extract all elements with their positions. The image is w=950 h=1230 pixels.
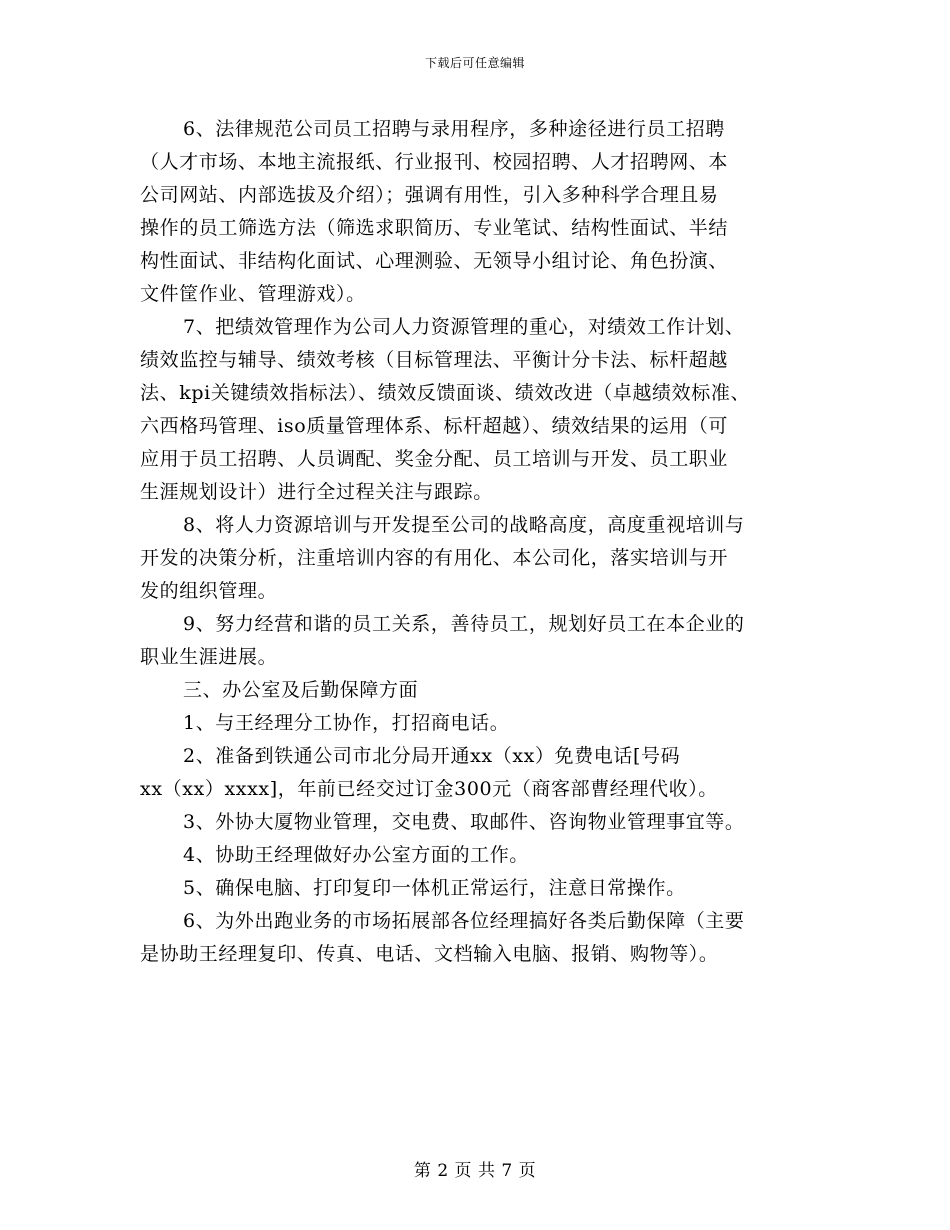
- text-line: 6、为外出跑业务的市场拓展部各位经理搞好各类后勤保障（主要: [183, 910, 745, 932]
- text-line: 4、协助王经理做好办公室方面的工作。: [183, 844, 529, 866]
- document-body: [140, 113, 830, 971]
- page-header: 下载后可任意编辑: [424, 56, 525, 70]
- text-line: 绩效监控与辅导、绩效考核（目标管理法、平衡计分卡法、标杆超越: [140, 349, 729, 371]
- text-line: xx（xx）xxxx]，年前已经交过订金300元（商客部曹经理代收）。: [140, 778, 718, 800]
- text-line: 操作的员工筛选方法（筛选求职简历、专业笔试、结构性面试、半结: [140, 217, 729, 239]
- text-line: 生涯规划设计）进行全过程关注与跟踪。: [140, 481, 493, 503]
- text-line: 6、法律规范公司员工招聘与录用程序，多种途径进行员工招聘: [183, 118, 725, 140]
- text-line: 1、与王经理分工协作，打招商电话。: [183, 712, 510, 734]
- text-line: 5、确保电脑、打印复印一体机正常运行，注意日常操作。: [183, 877, 686, 899]
- text-line: 9、努力经营和谐的员工关系，善待员工，规划好员工在本企业的: [183, 613, 745, 635]
- text-line: 发的组织管理。: [140, 580, 278, 602]
- text-line: 构性面试、非结构化面试、心理测验、无领导小组讨论、角色扮演、: [140, 250, 729, 272]
- text-line: 2、准备到铁通公司市北分局开通xx（xx）免费电话[号码: [183, 745, 681, 767]
- text-line: 公司网站、内部选拔及介绍）；强调有用性，引入多种科学合理且易: [140, 184, 719, 206]
- text-line: 是协助王经理复印、传真、电话、文档输入电脑、报销、购物等）。: [140, 943, 719, 965]
- text-line: （人才市场、本地主流报纸、行业报刊、校园招聘、人才招聘网、本: [140, 151, 729, 173]
- text-line: 开发的决策分析，注重培训内容的有用化、本公司化，落实培训与开: [140, 547, 729, 569]
- text-line: 文件筐作业、管理游戏）。: [140, 283, 366, 305]
- text-line: 7、把绩效管理作为公司人力资源管理的重心，对绩效工作计划、: [183, 316, 745, 338]
- text-line: 8、将人力资源培训与开发提至公司的战略高度，高度重视培训与: [183, 514, 745, 536]
- text-line: 三、办公室及后勤保障方面: [183, 679, 419, 701]
- text-line: 法、kpi关键绩效指标法）、绩效反馈面谈、绩效改进（卓越绩效标准、: [140, 382, 751, 404]
- text-line: 3、外协大厦物业管理，交电费、取邮件、咨询物业管理事宜等。: [183, 811, 745, 833]
- text-line: 职业生涯进展。: [140, 646, 278, 668]
- text-line: 应用于员工招聘、人员调配、奖金分配、员工培训与开发、员工职业: [140, 448, 729, 470]
- text-line: 六西格玛管理、iso质量管理体系、标杆超越）、绩效结果的运用（可: [140, 415, 728, 437]
- page-footer: 第 2 页 共 7 页: [413, 1161, 537, 1181]
